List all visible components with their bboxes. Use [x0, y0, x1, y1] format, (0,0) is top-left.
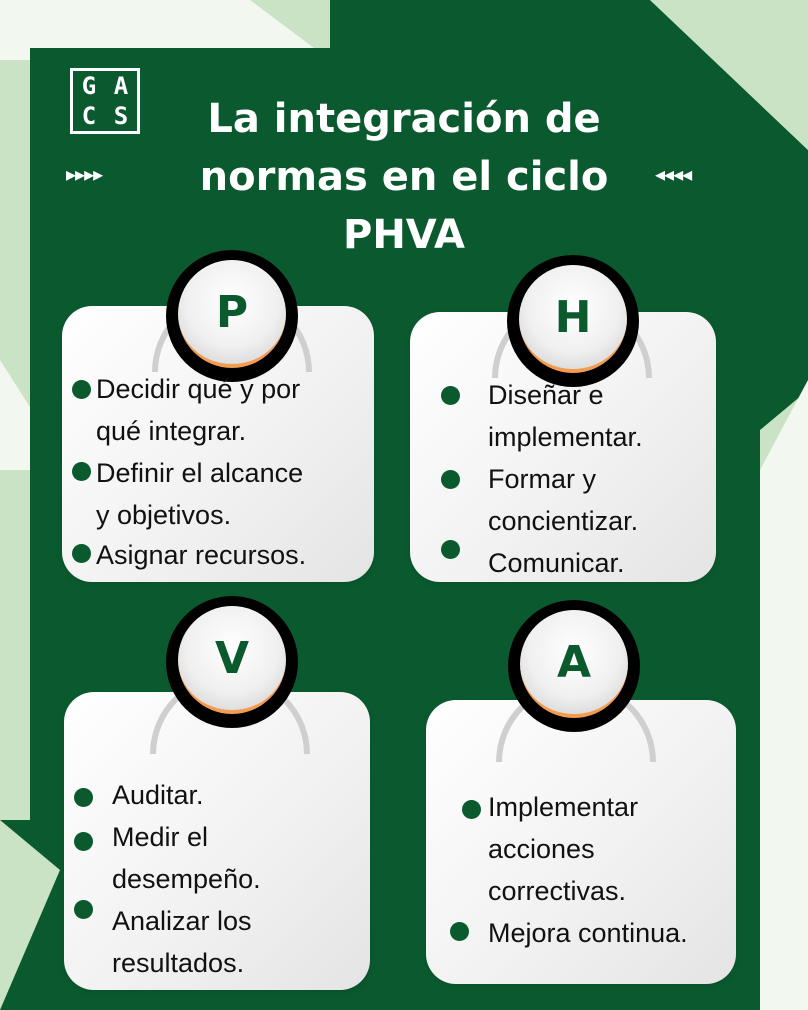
title-line-2: normas en el ciclo: [199, 154, 609, 200]
bullet-icon: [74, 900, 93, 919]
list-item: concientizar.: [488, 506, 639, 536]
bullet-icon: [72, 462, 91, 481]
bullet-icon: [72, 380, 91, 399]
list-item: Mejora continua.: [488, 918, 688, 948]
page-title: [150, 90, 658, 264]
logo-letter: A: [113, 72, 129, 100]
bullet-icon: [72, 544, 91, 563]
badge-verificar: [166, 596, 298, 728]
list-item: desempeño.: [112, 864, 261, 894]
list-item: Auditar.: [112, 780, 204, 810]
list-item: Implementar: [488, 792, 639, 822]
bullet-icon: [74, 788, 93, 807]
title-line-1: La integración de: [207, 96, 601, 142]
right-arrows-icon: ◂◂◂◂: [655, 162, 692, 186]
list-item: Medir el: [112, 822, 209, 852]
logo-letter: S: [113, 102, 129, 130]
list-item: resultados.: [112, 948, 245, 978]
logo-letter: C: [81, 102, 97, 130]
title-line-3: PHVA: [343, 212, 465, 258]
badge-hacer: [507, 255, 639, 387]
list-item: Formar y: [488, 464, 596, 494]
list-item: correctivas.: [488, 876, 627, 906]
list-item: Definir el alcance: [96, 458, 304, 488]
list-item: Diseñar e: [488, 380, 604, 410]
badge-plan: [166, 250, 298, 382]
list-item: implementar.: [488, 422, 643, 452]
badge-letter: A: [556, 636, 592, 688]
left-arrows-icon: ▸▸▸▸: [66, 162, 103, 186]
badge-actuar: [508, 600, 640, 732]
list-item: y objetivos.: [96, 500, 232, 530]
bullet-icon: [441, 540, 460, 559]
list-item: Decidir qué y por: [96, 374, 301, 404]
gacs-logo: [70, 68, 140, 134]
badge-letter: V: [214, 632, 250, 684]
badge-letter: H: [554, 291, 592, 343]
bullet-icon: [74, 832, 93, 851]
bullet-icon: [462, 800, 481, 819]
badge-letter: P: [215, 286, 249, 338]
logo-letter: G: [81, 72, 97, 100]
list-item: Comunicar.: [488, 548, 625, 578]
bullet-icon: [441, 386, 460, 405]
list-item: Analizar los: [112, 906, 252, 936]
list-item: acciones: [488, 834, 595, 864]
list-item: qué integrar.: [96, 416, 247, 446]
bullet-icon: [441, 470, 460, 489]
bullet-icon: [450, 922, 469, 941]
list-item: Asignar recursos.: [96, 540, 307, 570]
